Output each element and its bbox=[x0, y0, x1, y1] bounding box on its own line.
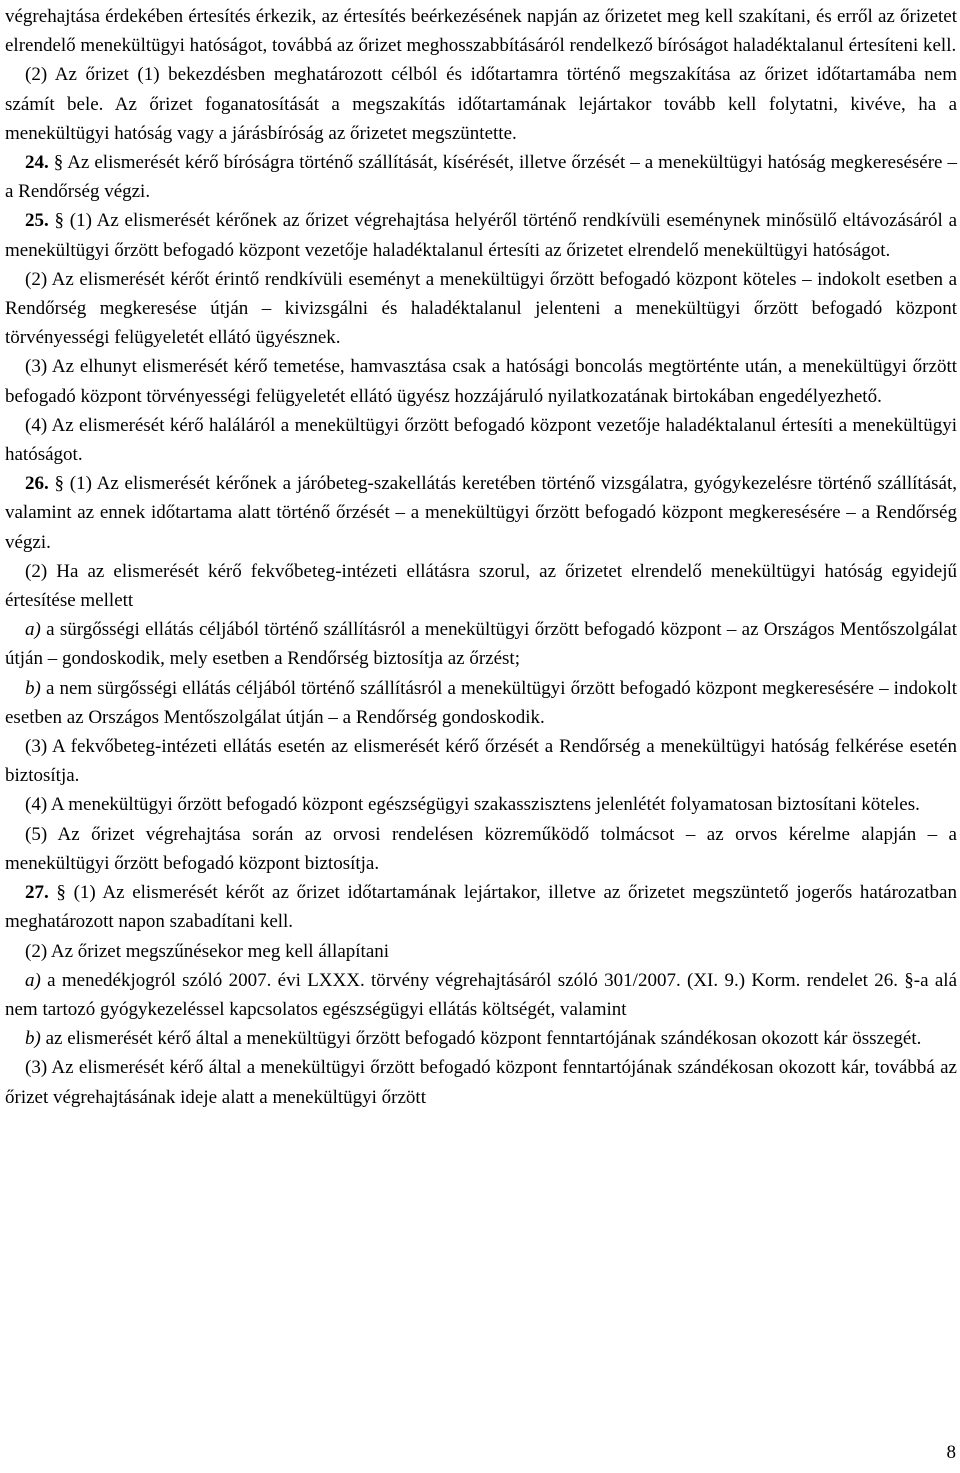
section-sign: § bbox=[54, 210, 65, 232]
section-sign: § bbox=[56, 882, 66, 904]
point-label: a) bbox=[25, 619, 41, 641]
list-point bbox=[5, 615, 957, 673]
section-text: (1) Az elismerését kérőnek a járóbeteg-szakellátás keretében történő vizsgálatra, gyógykezelésre történő szállítását, valamint az ennek időtartama alatt történő őrzését – a menekültügyi őrzött befogadó központ megkeresésére – a Rendőrség végzi. bbox=[5, 473, 957, 553]
section-sign: § bbox=[54, 473, 64, 495]
section-text: Az elismerését kérő bíróságra történő szállítását, kísérését, illetve őrzését – a menekültügyi hatóság megkeresésére – a Rendőrség végzi. bbox=[5, 152, 957, 203]
page-number: 8 bbox=[946, 1442, 956, 1463]
body-paragraph: (3) Az elismerését kérő által a menekültügyi őrzött befogadó központ fenntartójának szándékosan okozott kár, továbbá az őrizet végrehajtásának ideje alatt a menekültügyi őrzött bbox=[5, 1057, 957, 1108]
point-text: a sürgősségi ellátás céljából történő szállításról a menekültügyi őrzött befogadó központ – az Országos Mentőszolgálat útján – gondoskodik, mely esetben a Rendőrség biztosítja az őrzést; bbox=[5, 619, 958, 670]
point-label: a) bbox=[25, 969, 41, 991]
section-number: 25. bbox=[25, 210, 49, 232]
list-point bbox=[5, 966, 957, 1024]
body-paragraph: (2) Az elismerését kérőt érintő rendkívüli eseményt a menekültügyi őrzött befogadó központ köteles – indokolt esetben a Rendőrség megkeresése útján – kivizsgálni és haladéktalanul jelenteni a menekültügyi őrzött befogadó központ törvényességi felügyeletét ellátó ügyésznek. bbox=[5, 268, 957, 349]
body-paragraph: (5) Az őrizet végrehajtása során az orvosi rendelésen közreműködő tolmácsot – az orvos kérelme alapján – a menekültügyi őrzött befogadó központ biztosítja. bbox=[5, 823, 957, 874]
document-page bbox=[5, 2, 957, 1112]
body-paragraph: (2) Az őrizet (1) bekezdésben meghatározott célból és időtartamra történő megszakítása az őrizet időtartamába nem számít bele. Az őrizet foganatosítását a megszakítás időtartamának lejártakor tovább kell folytatni, kivéve, ha a menekültügyi hatóság vagy a járásbíróság az őrizetet megszüntette. bbox=[5, 64, 957, 144]
list-point bbox=[5, 1024, 957, 1053]
body-paragraph: (4) A menekültügyi őrzött befogadó központ egészségügyi szakasszisztens jelenlétét folyamatosan biztosítani köteles. bbox=[25, 794, 920, 816]
section-paragraph bbox=[5, 878, 957, 936]
point-label: b) bbox=[25, 677, 41, 699]
section-paragraph bbox=[5, 206, 957, 264]
body-paragraph: (3) A fekvőbeteg-intézeti ellátás esetén az elismerését kérő őrzését a Rendőrség a menekültügyi hatóság felkérése esetén biztosítja. bbox=[5, 736, 957, 787]
body-paragraph: (3) Az elhunyt elismerését kérő temetése, hamvasztása csak a hatósági boncolás megtörténte után, a menekültügyi őrzött befogadó központ törvényességi felügyeletét ellátó ügyész hozzájáruló nyilatkozatának birtokában engedélyezhető. bbox=[5, 356, 957, 407]
section-text: (1) Az elismerését kérőt az őrizet időtartamának lejártakor, illetve az őrizetet megszüntető jogerős határozatban meghatározott napon szabadítani kell. bbox=[5, 882, 957, 933]
body-paragraph: (2) Ha az elismerését kérő fekvőbeteg-intézeti ellátásra szorul, az őrizetet elrendelő menekültügyi hatóság egyidejű értesítése mellett bbox=[5, 560, 957, 612]
section-number: 26. bbox=[25, 473, 49, 495]
section-text: (1) Az elismerését kérőnek az őrizet végrehajtása helyéről történő rendkívüli eseménynek minősülő eltávozásáról a menekültügyi őrzött befogadó központ vezetője haladéktalanul értesíti az őrizetet elrendelő menekültügyi hatóságot. bbox=[5, 210, 958, 261]
section-paragraph bbox=[5, 469, 957, 557]
section-number: 27. bbox=[25, 882, 49, 904]
point-text: az elismerését kérő által a menekültügyi őrzött befogadó központ fenntartójának szándékosan okozott kár összegét. bbox=[45, 1028, 922, 1050]
body-paragraph: végrehajtása érdekében értesítés érkezik, az értesítés beérkezésének napján az őrizetet meg kell szakítani, és erről az őrizetet elrendelő menekültügyi hatóságot, továbbá az őrizet meghosszabbításáról rendelkező bíróságot haladéktalanul értesíteni kell. bbox=[5, 6, 957, 57]
body-paragraph: (2) Az őrizet megszűnésekor meg kell állapítani bbox=[25, 940, 390, 962]
point-label: b) bbox=[25, 1028, 41, 1050]
body-paragraph: (4) Az elismerését kérő haláláról a menekültügyi őrzött befogadó központ vezetője haladéktalanul értesíti a menekültügyi hatóságot. bbox=[5, 414, 957, 466]
point-text: a nem sürgősségi ellátás céljából történő szállításról a menekültügyi őrzött befogadó központ megkeresésére – indokolt esetben az Országos Mentőszolgálat útján – a Rendőrség gondoskodik. bbox=[5, 677, 958, 728]
point-text: a menedékjogról szóló 2007. évi LXXX. törvény végrehajtásáról szóló 301/2007. (XI. 9.) Korm. rendelet 26. §-a alá nem tartozó gyógykezeléssel kapcsolatos egészségügyi ellátás költségét, valamint bbox=[5, 969, 958, 1020]
section-paragraph bbox=[5, 148, 957, 206]
section-sign: § bbox=[53, 152, 64, 174]
list-point bbox=[5, 674, 957, 732]
section-number: 24. bbox=[25, 152, 49, 174]
